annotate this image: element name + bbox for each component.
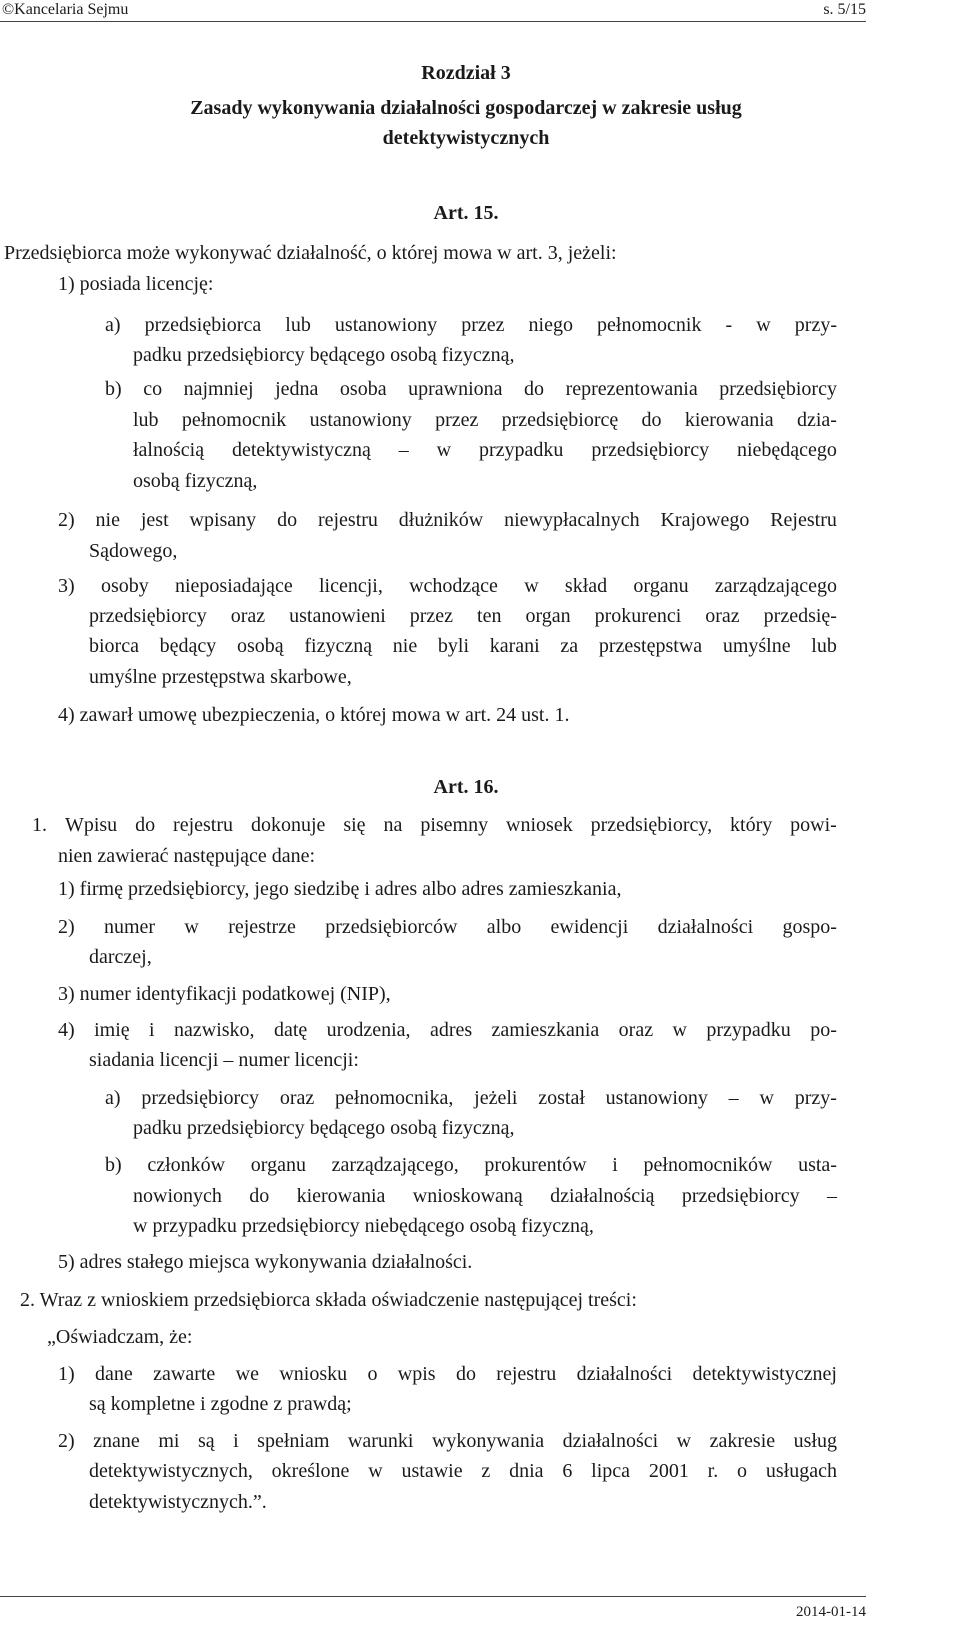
item-4-letter-b-cont: w przypadku przedsiębiorcy niebędącego osobą fizyczną, xyxy=(133,1215,594,1237)
point-2: 2) nie jest wpisany do rejestru dłużników niewypłacalnych Krajowego Rejestru xyxy=(58,509,837,531)
item-3: 3) numer identyfikacji podatkowej (NIP), xyxy=(58,983,391,1005)
article-heading: Art. 15. xyxy=(433,202,499,224)
chapter-title: Zasady wykonywania działalności gospodarczej w zakresie usług xyxy=(190,97,742,119)
point-3: 3) osoby nieposiadające licencji, wchodzące w skład organu zarządzającego xyxy=(58,575,837,597)
item-2-cont: darczej, xyxy=(89,946,152,968)
item-1: 1) firmę przedsiębiorcy, jego siedzibę i adres albo adres zamieszkania, xyxy=(58,878,622,900)
chapter-title-cont: detektywistycznych xyxy=(382,127,550,149)
chapter-number: Rozdział 3 xyxy=(421,62,511,84)
item-5: 5) adres stałego miejsca wykonywania działalności. xyxy=(58,1251,473,1273)
letter-b-cont: łalnością detektywistyczną – w przypadku przedsiębiorcy niebędącego xyxy=(133,439,837,461)
declaration-point-2-cont: detektywistycznych.”. xyxy=(89,1491,267,1513)
publisher-label: ©Kancelaria Sejmu xyxy=(2,1,129,18)
letter-b: b) co najmniej jedna osoba uprawniona do reprezentowania przedsiębiorcy xyxy=(105,378,837,400)
footer-rule xyxy=(0,1596,866,1597)
item-4-letter-b: b) członków organu zarządzającego, prokurentów i pełnomocników usta- xyxy=(105,1154,837,1176)
article-heading: Art. 16. xyxy=(433,776,499,798)
item-4-letter-a-cont: padku przedsiębiorcy będącego osobą fizyczną, xyxy=(133,1117,515,1139)
item-4-letter-a: a) przedsiębiorcy oraz pełnomocnika, jeżeli został ustanowiony – w przy- xyxy=(105,1087,837,1109)
letter-a-cont: padku przedsiębiorcy będącego osobą fizyczną, xyxy=(133,344,515,366)
declaration-point-1: 1) dane zawarte we wniosku o wpis do rejestru działalności detektywistycznej xyxy=(58,1363,837,1385)
point-3-cont: biorca będący osobą fizyczną nie byli karani za przestępstwa umyślne lub xyxy=(89,635,837,657)
item-2: 2) numer w rejestrze przedsiębiorców albo ewidencji działalności gospo- xyxy=(58,916,837,938)
article-intro: Przedsiębiorca może wykonywać działalność, o której mowa w art. 3, jeżeli: xyxy=(4,242,617,264)
declaration-opening: „Oświadczam, że: xyxy=(47,1326,193,1348)
page-header xyxy=(0,0,866,24)
document-date: 2014-01-14 xyxy=(796,1604,866,1620)
letter-a: a) przedsiębiorca lub ustanowiony przez niego pełnomocnik - w przy- xyxy=(105,314,837,336)
point-3-cont: umyślne przestępstwa skarbowe, xyxy=(89,666,352,688)
item-4-letter-b-cont: nowionych do kierowania wnioskowaną działalnością przedsiębiorcy – xyxy=(133,1185,837,1207)
header-rule xyxy=(0,21,866,22)
paragraph-1-cont: nien zawierać następujące dane: xyxy=(58,845,316,867)
item-4-cont: siadania licencji – numer licencji: xyxy=(89,1049,359,1071)
paragraph-2: 2. Wraz z wnioskiem przedsiębiorca składa oświadczenie następującej treści: xyxy=(20,1289,637,1311)
item-4: 4) imię i nazwisko, datę urodzenia, adres zamieszkania oraz w przypadku po- xyxy=(58,1019,837,1041)
point-3-cont: przedsiębiorcy oraz ustanowieni przez ten organ prokurenci oraz przedsię- xyxy=(89,605,837,627)
letter-b-cont: lub pełnomocnik ustanowiony przez przedsiębiorcę do kierowania dzia- xyxy=(133,409,837,431)
declaration-point-2: 2) znane mi są i spełniam warunki wykonywania działalności w zakresie usług xyxy=(58,1430,837,1452)
page-number: s. 5/15 xyxy=(823,1,866,18)
point-2-cont: Sądowego, xyxy=(89,540,178,562)
point-4: 4) zawarł umowę ubezpieczenia, o której mowa w art. 24 ust. 1. xyxy=(58,704,570,726)
declaration-point-2-cont: detektywistycznych, określone w ustawie z dnia 6 lipca 2001 r. o usługach xyxy=(89,1460,837,1482)
paragraph-1: 1. Wpisu do rejestru dokonuje się na pisemny wniosek przedsiębiorcy, który powi- xyxy=(32,814,837,836)
point-1: 1) posiada licencję: xyxy=(58,273,214,295)
declaration-point-1-cont: są kompletne i zgodne z prawdą; xyxy=(89,1393,352,1415)
page-footer xyxy=(0,1596,866,1626)
letter-b-cont: osobą fizyczną, xyxy=(133,470,258,492)
